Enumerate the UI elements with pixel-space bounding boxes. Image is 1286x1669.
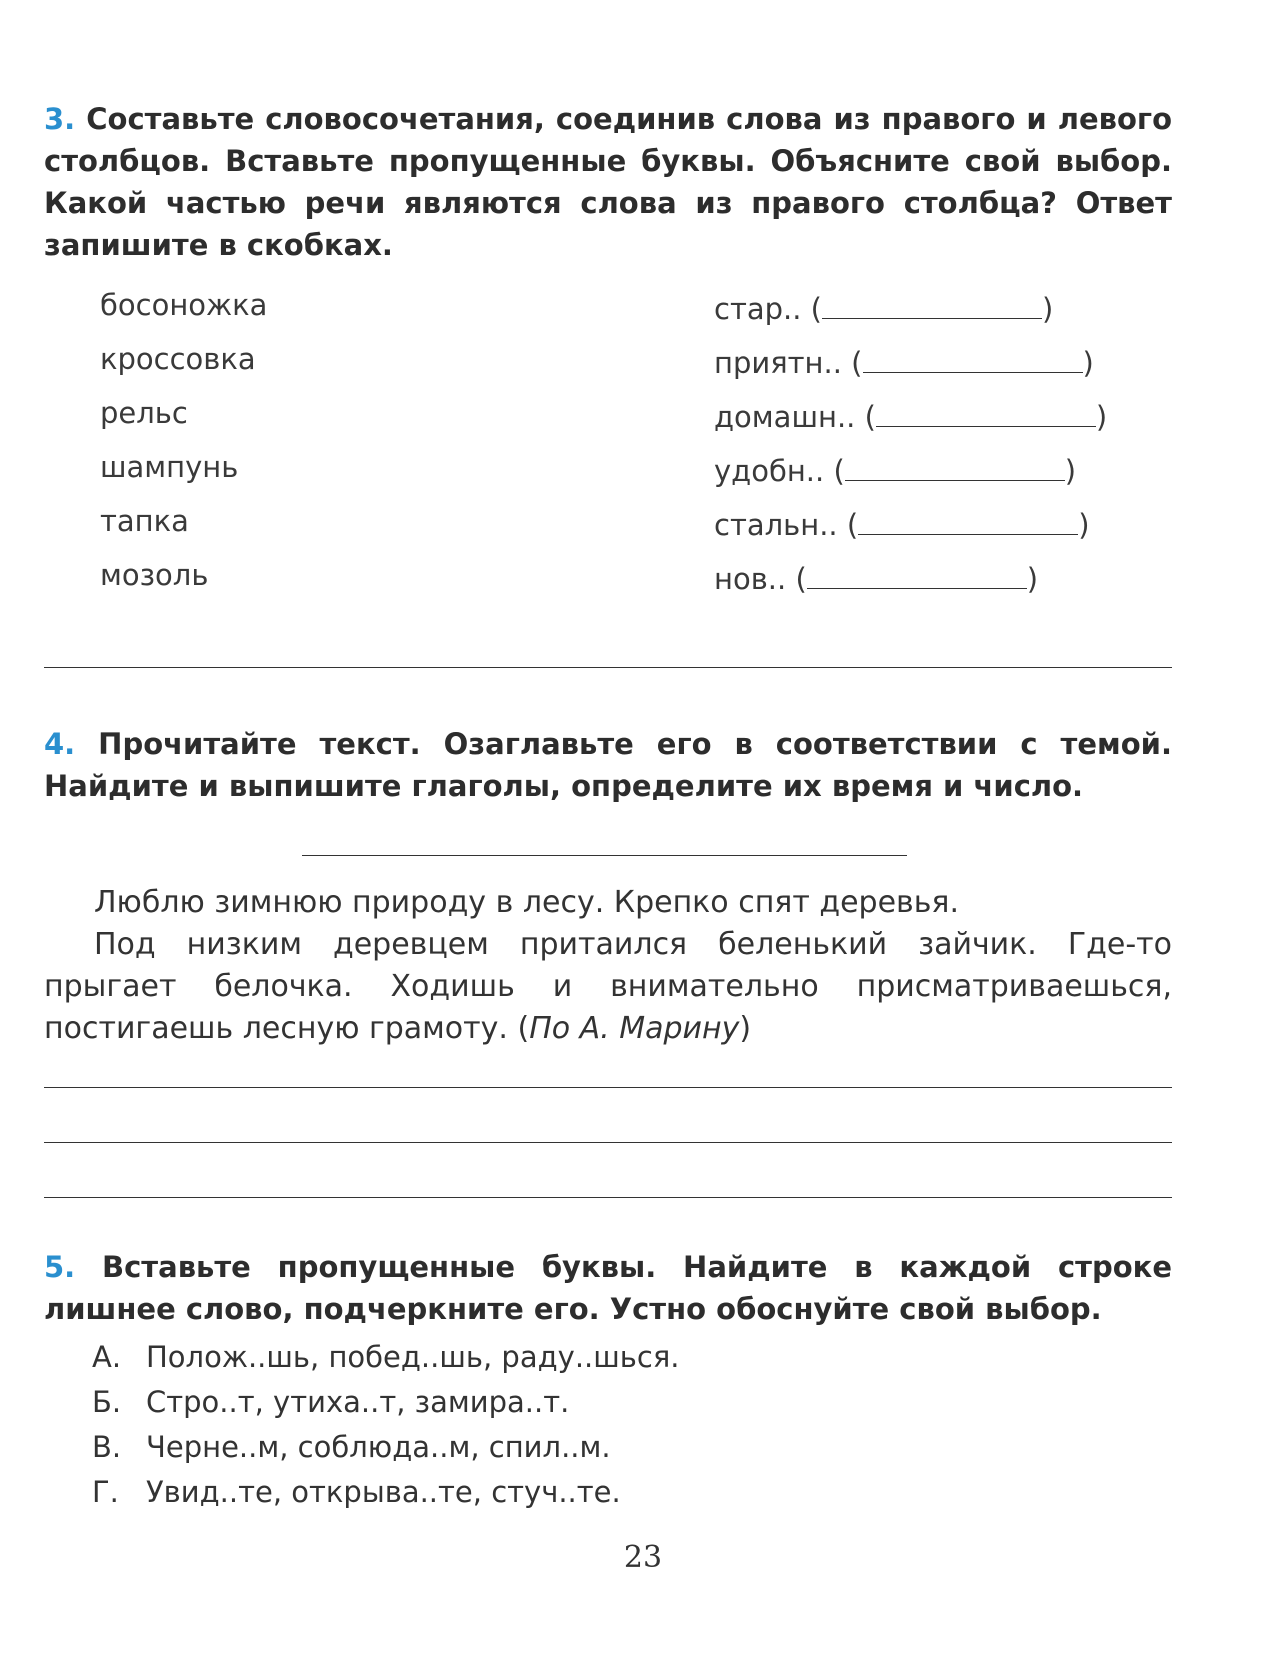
task-3-number: 3. — [44, 102, 76, 136]
task-4-story — [44, 882, 1172, 1050]
right-word-row: приятн.. ( ) — [714, 342, 1094, 380]
title-line[interactable] — [302, 855, 907, 856]
left-word: рельс — [100, 396, 188, 430]
right-word-row: домашн.. ( ) — [714, 396, 1107, 434]
right-word: приятн.. — [714, 346, 842, 380]
answer-blank[interactable] — [822, 288, 1042, 319]
right-word-row: стар.. ( ) — [714, 288, 1053, 326]
task-4-instruction — [44, 723, 1172, 807]
task-5-instruction — [44, 1246, 1172, 1330]
right-word-row: стальн.. ( ) — [714, 504, 1090, 542]
task-3-instruction — [44, 98, 1172, 266]
left-word: шампунь — [100, 450, 239, 484]
option-text: Черне..м, соблюда..м, спил..м. — [146, 1430, 611, 1464]
answer-blank[interactable] — [876, 396, 1096, 427]
task-4-number: 4. — [44, 727, 76, 761]
option-row — [92, 1430, 611, 1464]
right-word-row: удобн.. ( ) — [714, 450, 1076, 488]
right-word: нов.. — [714, 562, 787, 596]
left-word: мозоль — [100, 558, 209, 592]
right-word: удобн.. — [714, 454, 825, 488]
answer-line[interactable] — [44, 1197, 1172, 1198]
option-text: Увид..те, открыва..те, стуч..те. — [146, 1475, 621, 1509]
option-letter: А. — [92, 1340, 122, 1374]
story-paragraph: Люблю зимнюю природу в лесу. Крепко спят деревья. — [94, 885, 960, 920]
option-row — [92, 1385, 569, 1419]
answer-blank[interactable] — [807, 558, 1027, 589]
right-word: домашн.. — [714, 400, 856, 434]
left-word: тапка — [100, 504, 189, 538]
right-word-row: нов.. ( ) — [714, 558, 1038, 596]
option-text: Стро..т, утиха..т, замира..т. — [146, 1385, 570, 1419]
answer-line[interactable] — [44, 1087, 1172, 1088]
task-5-number: 5. — [44, 1250, 76, 1284]
option-letter: Б. — [92, 1385, 122, 1419]
left-word: кроссовка — [100, 342, 256, 376]
answer-blank[interactable] — [845, 450, 1065, 481]
option-text: Полож..шь, побед..шь, раду..шься. — [146, 1340, 680, 1374]
option-row — [92, 1475, 621, 1509]
left-word: босоножка — [100, 288, 268, 322]
answer-blank[interactable] — [858, 504, 1078, 535]
story-paragraph: Под низким деревцем притаился беленький зайчик. Где-то прыгает белочка. Ходишь и внимательно присматриваешься, постигаешь лесную грамоту. (По А. Марину) — [44, 927, 1172, 1046]
answer-blank[interactable] — [863, 342, 1083, 373]
page-number: 23 — [623, 1540, 663, 1575]
task-4-text: Прочитайте текст. Озаглавьте его в соответствии с темой. Найдите и выпишите глаголы, определите их время и число. — [44, 727, 1172, 803]
right-word: стар.. — [714, 292, 802, 326]
task-3-text: Составьте словосочетания, соединив слова из правого и левого столбцов. Вставьте пропущенные буквы. Объясните свой выбор. Какой частью речи являются слова из правого столбца? Ответ запишите в скобках. — [44, 102, 1172, 262]
option-letter: В. — [92, 1430, 122, 1464]
answer-line[interactable] — [44, 667, 1172, 668]
task-5-text: Вставьте пропущенные буквы. Найдите в каждой строке лишнее слово, подчеркните его. Устно обоснуйте свой выбор. — [44, 1250, 1172, 1326]
option-letter: Г. — [92, 1475, 119, 1509]
right-word: стальн.. — [714, 508, 838, 542]
answer-line[interactable] — [44, 1142, 1172, 1143]
story-source: По А. Марину — [529, 1011, 740, 1046]
story-text: Под низким деревцем притаился беленький зайчик. Где-то прыгает белочка. Ходишь и внимательно присматриваешься, постигаешь лесную грамоту. — [44, 927, 1172, 1046]
option-row — [92, 1340, 680, 1374]
